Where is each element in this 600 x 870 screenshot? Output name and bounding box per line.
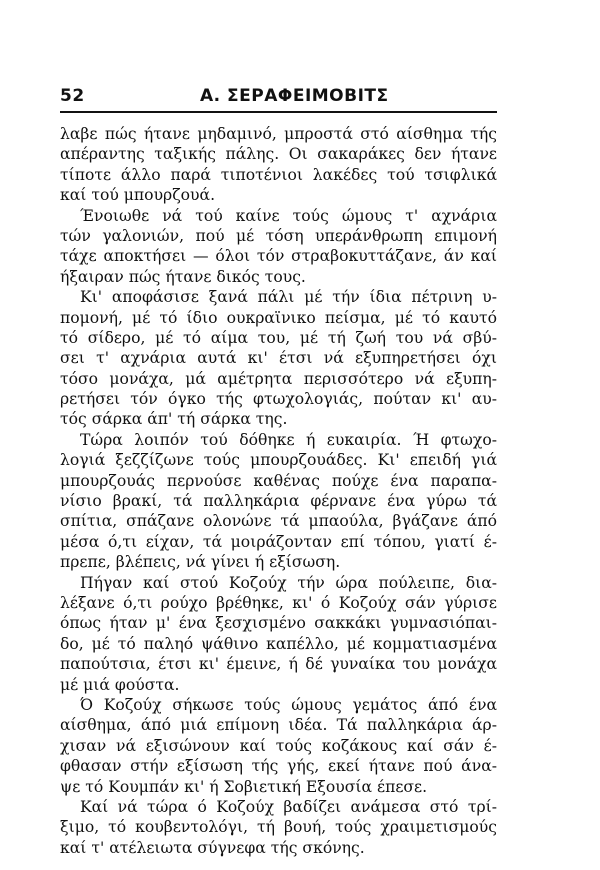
text-line: πομονή, μέ τό ίδιο ουκραϊνικο πείσμα, μέ τό καυτό [60,308,497,327]
text-line: αίσθημα, άπό μιά επίμονη ιδέα. Τά παλληκάρια άρ- [60,716,497,735]
text-line: Τώρα λοιπόν τού δόθηκε ή ευκαιρία. Ή φτωχο- [80,430,497,449]
running-head: Α. ΣΕΡΑΦΕΙΜΟΒΙΤΣ [200,86,389,106]
text-line: σει τ' αχνάρια αυτά κι' έτσι νά εξυπηρετήσει όχι [60,349,497,368]
text-line: Κι' αποφάσισε ξανά πάλι μέ τήν ίδια πέτρινη υ- [80,288,497,307]
text-line: Καί νά τώρα ό Κοζούχ βαδίζει ανάμεσα στό τρί- [80,797,497,816]
text-line: λογιά ξεζζίζωνε τούς μπουρζουάδες. Κι' επειδή γιά [60,451,497,470]
text-line: τών γαλονιών, πού μέ τόση υπεράνθρωπη επιμονή [60,226,497,245]
text-line: τό σίδερο, μέ τό αίμα του, μέ τή ζωή του νά σβύ- [60,328,497,347]
text-line: σπίτια, σπάζανε ολονώνε τά μπαούλα, βγάζανε άπό [60,512,497,531]
text-line: καί τού μπουρζουά. [60,186,216,205]
text-line: τίποτε άλλο παρά τιποτένιοι λακέδες τού τσιφλικά [60,165,497,184]
text-line: μέ μιά φούστα. [60,675,180,694]
text-line: ρετήσει τόν όγκο τής φτωχολογιάς, πούταν κι' αυ- [60,390,497,409]
text-line: ήξαιραν πώς ήτανε δικός τους. [60,267,306,286]
text-line: τάχε αποκτήσει — όλοι τόν στραβοκυττάζανε, άν καί [60,247,497,266]
text-line: ξιμο, τό κουβεντολόγι, τή βουή, τούς χραιμετισμούς [60,818,497,837]
text-line: φθασαν στήν εξίσωση τής γής, εκεί ήτανε πού άνα- [60,757,497,776]
text-line: ψε τό Κουμπάν κι' ή Σοβιετική Εξουσία έπεσε. [60,777,428,796]
text-line: μπουρζουάς περνούσε καθένας πούχε ένα παραπα- [60,471,497,490]
page-header [60,86,497,112]
text-line: όπως ήταν μ' ένα ξεσχισμένο σακκάκι γυμνασιόπαι- [60,614,497,633]
text-line: πρεπε, βλέπεις, νά γίνει ή εξίσωση. [60,553,341,572]
header-rule [60,111,497,113]
text-line: νίσιο βρακί, τά παλληκάρια φέρνανε ένα γύρω τά [60,492,497,511]
text-line: απέραντης ταξικής πάλης. Οι σακαράκες δεν ήτανε [60,145,497,164]
text-line: Ό Κοζούχ σήκωσε τούς ώμους γεμάτος άπό ένα [80,695,497,714]
text-line: τόσο μονάχα, μά αμέτρητα περισσότερο νά εξυπη- [60,369,497,388]
text-line: χισαν νά εξισώνουν καί τούς κοζάκους καί σάν έ- [60,736,497,755]
body-text [60,124,497,858]
text-line: παπούτσια, έτσι κι' έμεινε, ή δέ γυναίκα του μονάχα [60,655,497,674]
text-line: τός σάρκα άπ' τή σάρκα της. [60,410,288,429]
text-line: μέσα ό,τι είχαν, τά μοιράζονταν επί τόπου, γιατί έ- [60,532,497,551]
text-line: καί τ' ατέλειωτα σύγνεφα τής σκόνης. [60,838,365,857]
text-line: Ένοιωθε νά τού καίνε τούς ώμους τ' αχνάρια [80,206,497,225]
text-line: λέξανε ό,τι ρούχο βρέθηκε, κι' ό Κοζούχ σάν γύρισε [60,593,497,612]
text-line: λαβε πώς ήτανε μηδαμινό, μπροστά στό αίσθημα τής [60,125,497,143]
text-line: δο, μέ τό παληό ψάθινο καπέλλο, μέ κομματιασμένα [60,634,497,653]
text-line: Πήγαν καί στού Κοζούχ τήν ώρα πούλειπε, δια- [80,573,497,592]
page-number: 52 [60,86,85,106]
